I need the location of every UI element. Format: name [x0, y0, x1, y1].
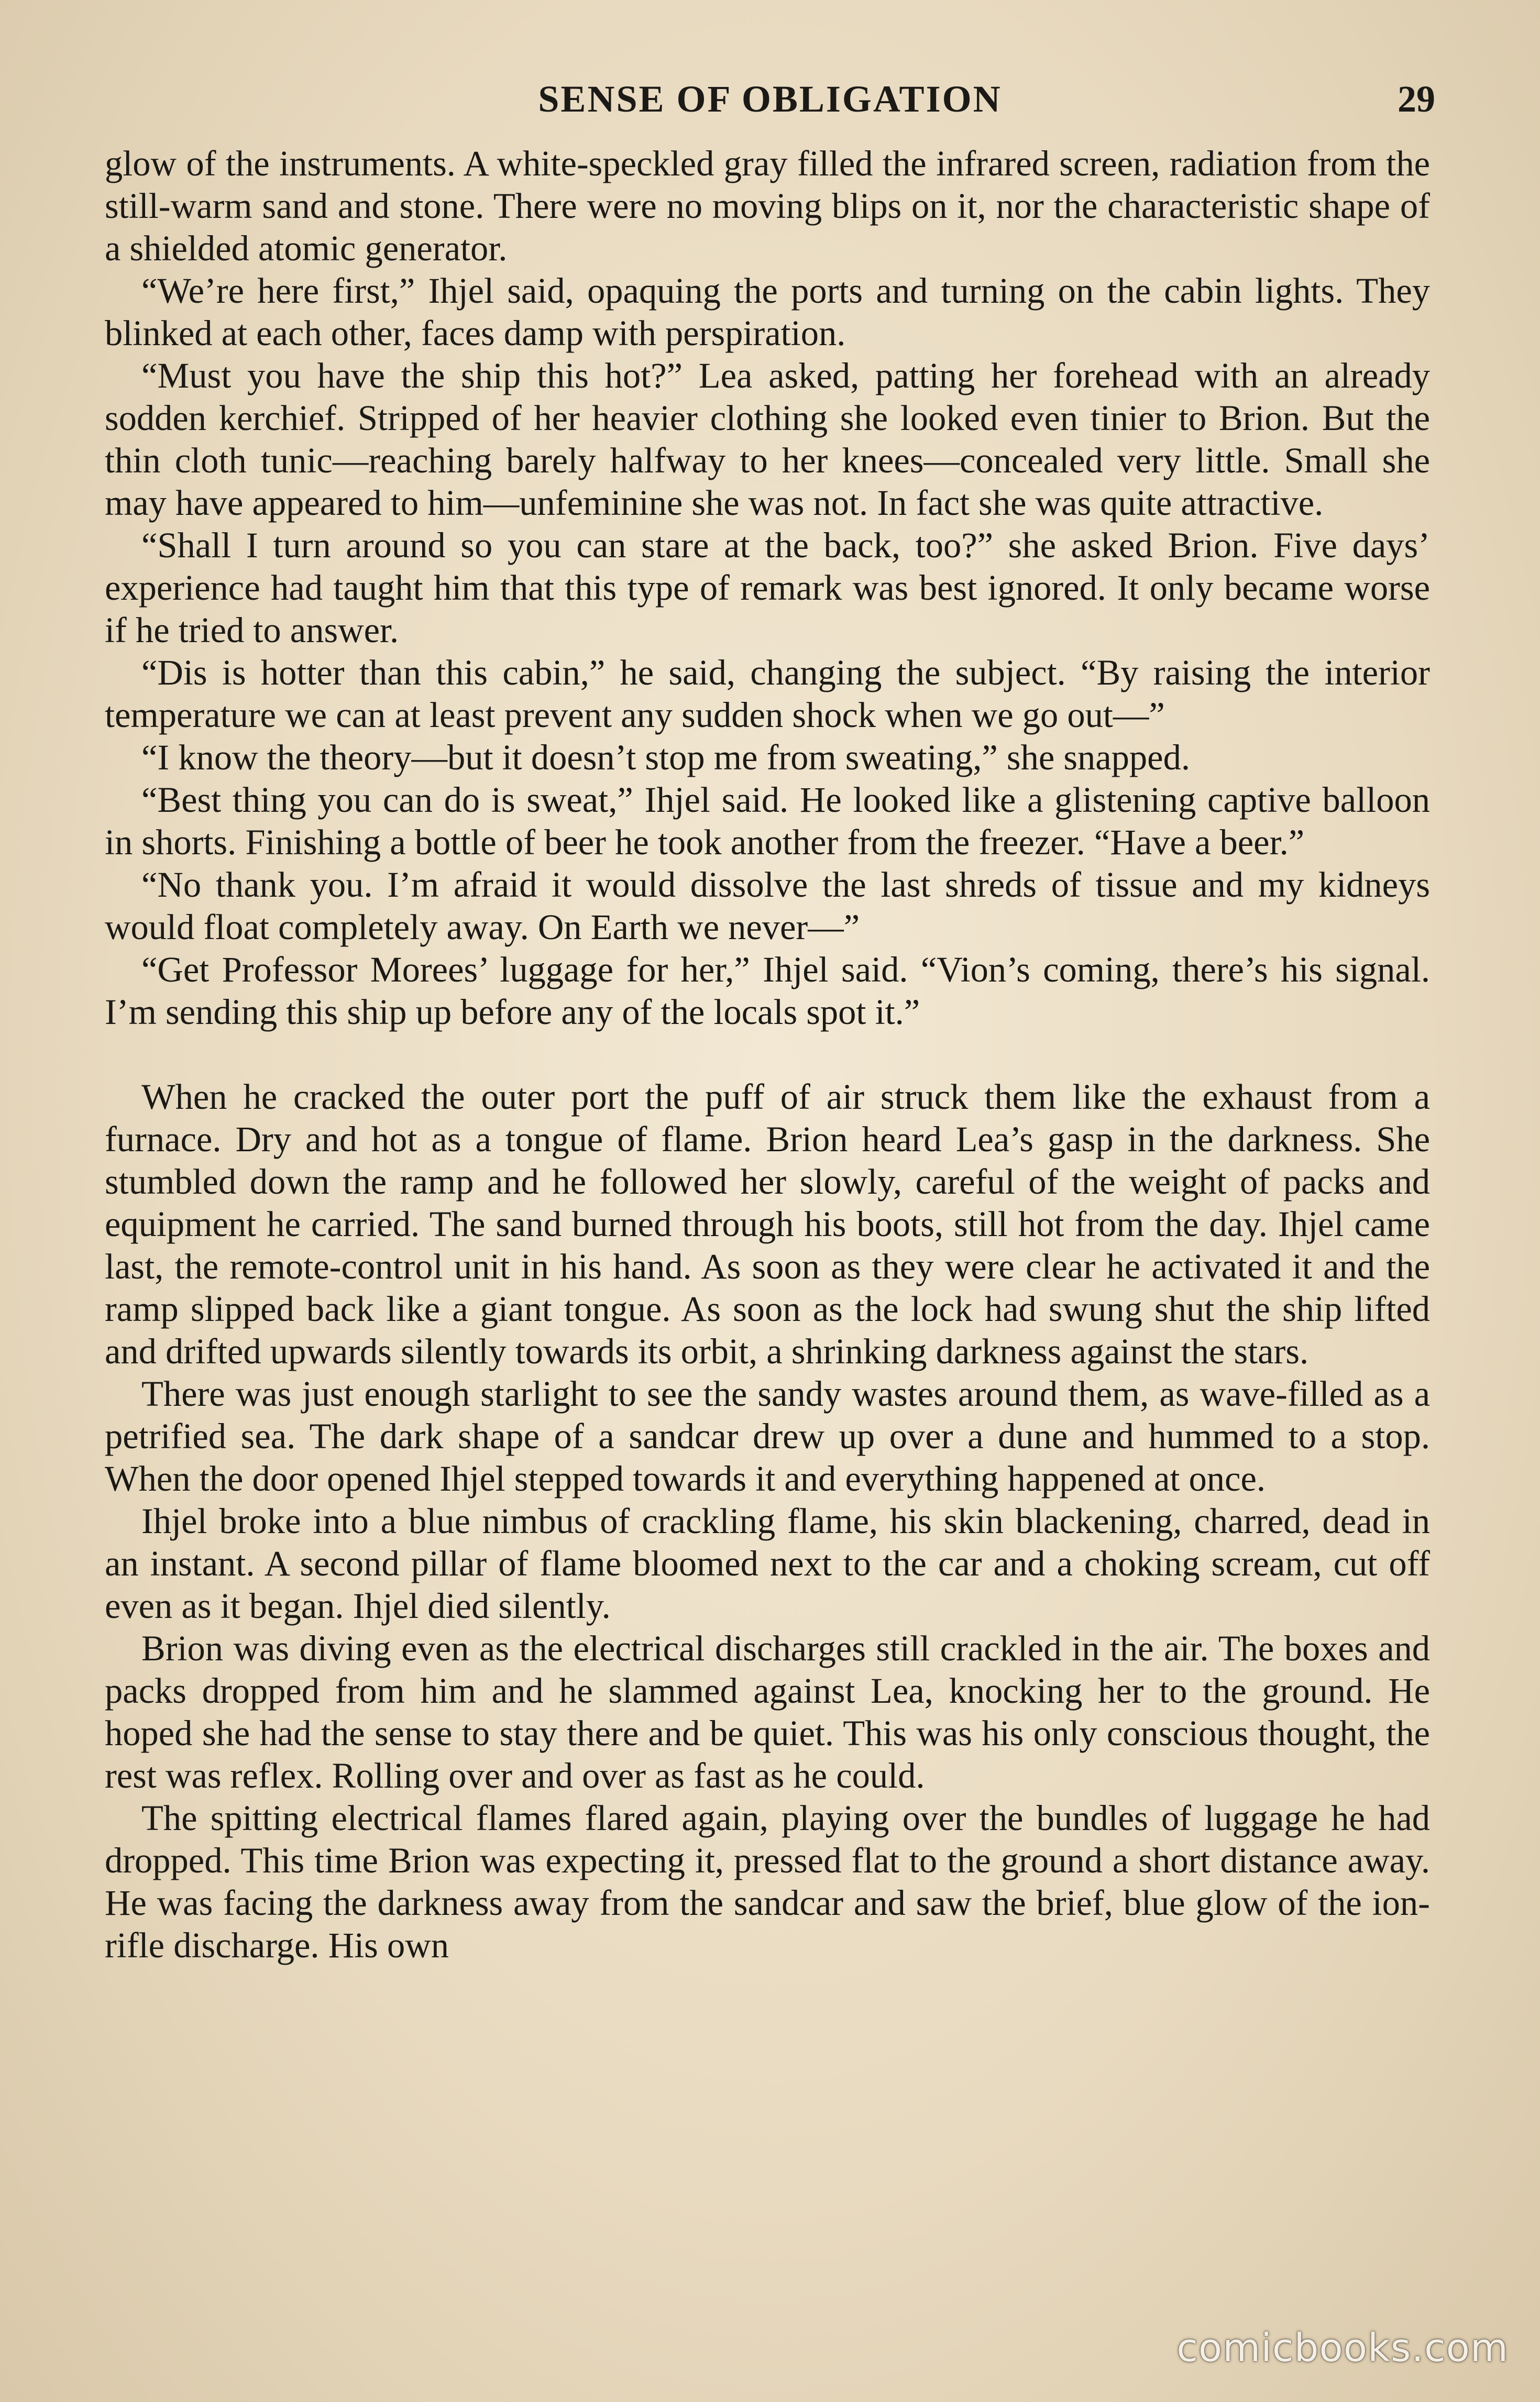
body-text [105, 142, 1430, 1967]
paragraph: “Best thing you can do is sweat,” Ihjel said. He looked like a glistening captive balloon in shorts. Finishing a bottle of beer he took another from the freezer. “Have a beer.” [105, 780, 1430, 862]
paragraph: Brion was diving even as the electrical discharges still crackled in the air. The boxes and packs dropped from him and he slammed against Lea, knocking her to the ground. He hoped she had the sense to stay there and be quiet. This was his only conscious thought, the rest was reflex. Rolling over and over as fast as he could. [105, 1628, 1430, 1795]
page-number: 29 [1398, 78, 1435, 120]
paragraph: “Get Professor Morees’ luggage for her,” Ihjel said. “Vion’s coming, there’s his signal. I’m sending this ship up before any of the locals spot it.” [105, 950, 1430, 1032]
paragraph: There was just enough starlight to see the sandy wastes around them, as wave-filled as a petrified sea. The dark shape of a sandcar drew up over a dune and hummed to a stop. When the door opened Ihjel stepped towards it and everything happened at once. [105, 1374, 1430, 1499]
paragraph: glow of the instruments. A white-speckled gray filled the infrared screen, radiation from the still-warm sand and stone. There were no moving blips on it, nor the characteristic shape of a shielded atomic generator. [105, 144, 1430, 268]
paragraph: “I know the theory—but it doesn’t stop me from sweating,” she snapped. [141, 737, 1190, 777]
paragraph: “We’re here first,” Ihjel said, opaquing the ports and turning on the cabin lights. They blinked at each other, faces damp with perspiration. [105, 271, 1430, 353]
paragraph: The spitting electrical flames flared again, playing over the bundles of luggage he had dropped. This time Brion was expecting it, pressed flat to the ground a short distance away. He was facing the darkness away from the sandcar and saw the brief, blue glow of the ion-rifle discharge. His own [105, 1798, 1430, 1965]
paragraph: Ihjel broke into a blue nimbus of crackling flame, his skin blackening, charred, dead in an instant. A second pillar of flame bloomed next to the car and a choking scream, cut off even as it began. Ihjel died silently. [105, 1501, 1430, 1626]
paragraph: “Shall I turn around so you can stare at the back, too?” she asked Brion. Five days’ experience had taught him that this type of remark was best ignored. It only became worse if he tried to answer. [105, 525, 1430, 650]
paragraph: When he cracked the outer port the puff of air struck them like the exhaust from a furnace. Dry and hot as a tongue of flame. Brion heard Lea’s gasp in the darkness. She stumbled down the ramp and he followed her slowly, careful of the weight of packs and equipment he carried. The sand burned through his boots, still hot from the day. Ihjel came last, the remote-control unit in his hand. As soon as they were clear he activated it and the ramp slipped back like a giant tongue. As soon as the lock had swung shut the ship lifted and drifted upwards silently towards its orbit, a shrinking darkness against the stars. [105, 1077, 1430, 1371]
watermark: comicbooks.com [1176, 2326, 1509, 2371]
running-head: SENSE OF OBLIGATION [538, 78, 1002, 120]
section-break [105, 1033, 1430, 1076]
paragraph: “Must you have the ship this hot?” Lea asked, patting her forehead with an already sodden kerchief. Stripped of her heavier clothing she looked even tinier to Brion. But the thin cloth tunic—reaching barely halfway to her knees—concealed very little. Small she may have appeared to him—unfeminine she was not. In fact she was quite attractive. [105, 356, 1430, 523]
paragraph: “No thank you. I’m afraid it would dissolve the last shreds of tissue and my kidneys would float completely away. On Earth we never—” [105, 865, 1430, 947]
page-header [105, 78, 1435, 125]
paragraph: “Dis is hotter than this cabin,” he said, changing the subject. “By raising the interior temperature we can at least prevent any sudden shock when we go out—” [105, 653, 1430, 735]
